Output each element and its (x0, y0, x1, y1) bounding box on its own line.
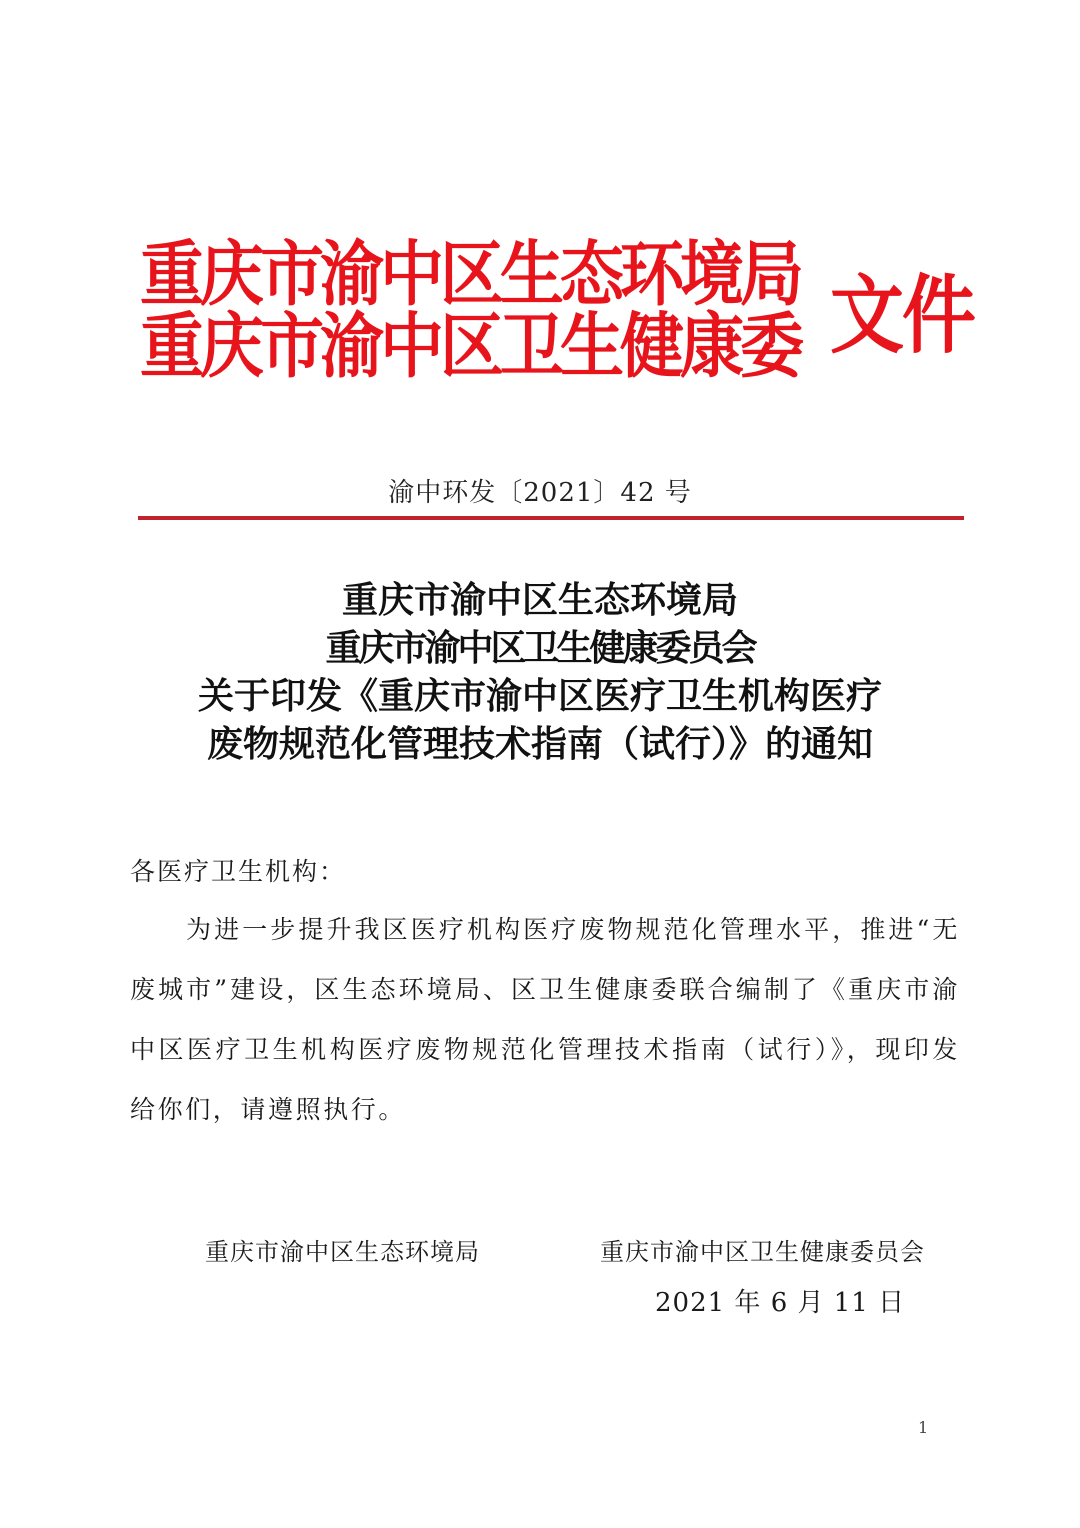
title-line-3: 关于印发《重庆市渝中区医疗卫生机构医疗 (197, 675, 882, 717)
body-text (130, 900, 960, 1140)
salutation: 各医疗卫生机构： (130, 857, 347, 886)
document-number: 渝中环发〔2021〕42 号 (388, 478, 692, 508)
signature-right: 重庆市渝中区卫生健康委员会 (600, 1238, 925, 1266)
title-line-1: 重庆市渝中区生态环境局 (341, 579, 738, 621)
document-title (0, 576, 1080, 768)
page-number: 1 (918, 1418, 929, 1437)
header-issuer-1: 重庆市渝中区生态环境局 (140, 234, 800, 317)
header-issuer-2: 重庆市渝中区卫生健康委 (140, 306, 800, 389)
title-line-2: 重庆市渝中区卫生健康委员会 (325, 627, 755, 669)
document-header (140, 234, 974, 398)
red-divider (138, 516, 964, 520)
title-line-4: 废物规范化管理技术指南（试行）》的通知 (206, 723, 873, 765)
body-paragraph: 为进一步提升我区医疗机构医疗废物规范化管理水平，推进“无废城市”建设，区生态环境局、区卫生健康委联合编制了《重庆市渝中区医疗卫生机构医疗废物规范化管理技术指南（试行）》，现印发给你们，请遵照执行。 (130, 915, 960, 1124)
signature-left: 重庆市渝中区生态环境局 (205, 1238, 480, 1266)
signature-date: 2021 年 6 月 11 日 (655, 1288, 906, 1318)
header-suffix: 文件 (830, 266, 974, 366)
